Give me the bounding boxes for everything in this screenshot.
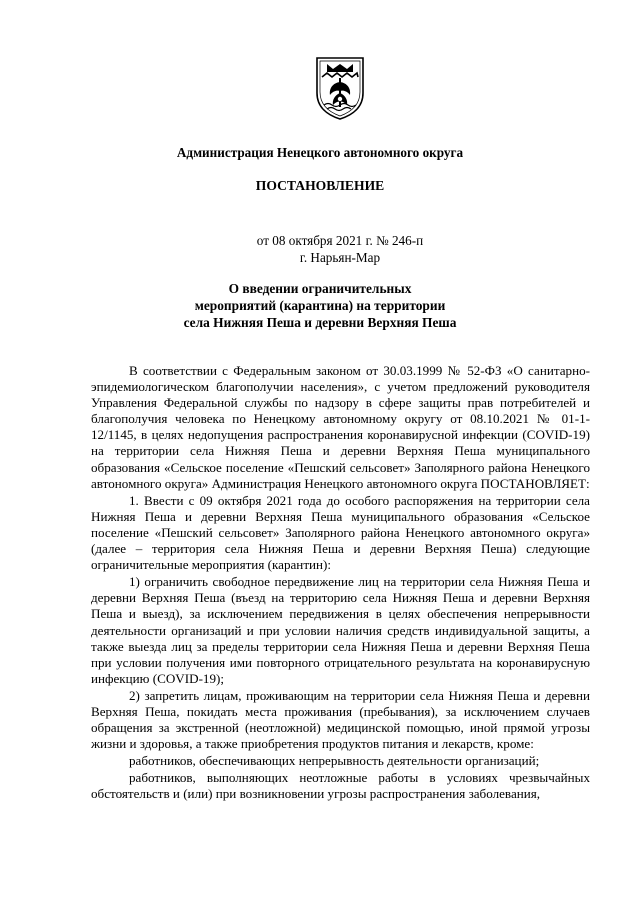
document-title [0, 280, 640, 331]
preamble-paragraph: В соответствии с Федеральным законом от 30.03.1999 № 52-ФЗ «О санитарно-эпидемиологическом благополучии населения», с учетом предложений руководителя Управления Федеральной службы по надзору в сфере защиты прав потребителей и благополучия человека по Ненецкому автономному округу от 08.10.2021 № 01-1-12/1145, в целях недопущения распространения коронавирусной инфекции (COVID-19) на территории села Нижняя Пеша и деревни Верхняя Пеша муниципального образования «Сельское поселение «Пешский сельсовет» Заполярного района Ненецкого автономного округа» Администрация Ненецкого автономного округа ПОСТАНОВЛЯЕТ: [91, 363, 590, 491]
item-1-paragraph: 1. Ввести с 09 октября 2021 года до особого распоряжения на территории села Нижняя Пеша и деревни Верхняя Пеша муниципального образования «Сельское поселение «Пешский сельсовет» Заполярного района Ненецкого автономного округа» (далее – территория села Нижняя Пеша и деревни Верхняя Пеша) следующие ограничительные мероприятия (карантин): [91, 492, 590, 573]
title-line: села Нижняя Пеша и деревни Верхняя Пеша [183, 315, 457, 330]
organization-name: Администрация Ненецкого автономного округа [176, 145, 464, 160]
title-line: О введении ограничительных [228, 281, 412, 296]
sub-item-2-paragraph: 2) запретить лицам, проживающим на территории села Нижняя Пеша и деревни Верхняя Пеша, покидать места проживания (пребывания), за исключением случаев обращения за экстренной (неотложной) медицинской помощью, иной прямой угрозы жизни и здоровья, а также приобретения продуктов питания и лекарств, кроме: [91, 687, 590, 752]
exception-paragraph-1: работников, обеспечивающих непрерывность деятельности организаций; [129, 753, 540, 769]
document-type: ПОСТАНОВЛЕНИЕ [255, 178, 385, 193]
exception-paragraph-2: работников, выполняющих неотложные работы в условиях чрезвычайных обстоятельств и (или) при возникновении угрозы распространения заболевания, [91, 770, 590, 802]
document-body [91, 363, 590, 803]
sub-item-1-paragraph: 1) ограничить свободное передвижение лиц на территории села Нижняя Пеша и деревни Верхняя Пеша (въезд на территорию села Нижняя Пеша и деревни Верхняя Пеша и выезд), за исключением передвижения в целях обеспечения непрерывности деятельности организаций и при условии наличия средств индивидуальной защиты, а также выезда лиц за пределы территории села Нижняя Пеша и деревни Верхняя Пеша при условии получения ими повторного отрицательного результата на коронавирусную инфекцию (COVID-19); [91, 574, 590, 686]
document-date-number: от 08 октября 2021 г. № 246-п [256, 233, 424, 248]
coat-of-arms-emblem [313, 55, 367, 121]
title-line: мероприятий (карантина) на территории [194, 298, 446, 313]
document-city: г. Нарьян-Мар [299, 250, 381, 265]
